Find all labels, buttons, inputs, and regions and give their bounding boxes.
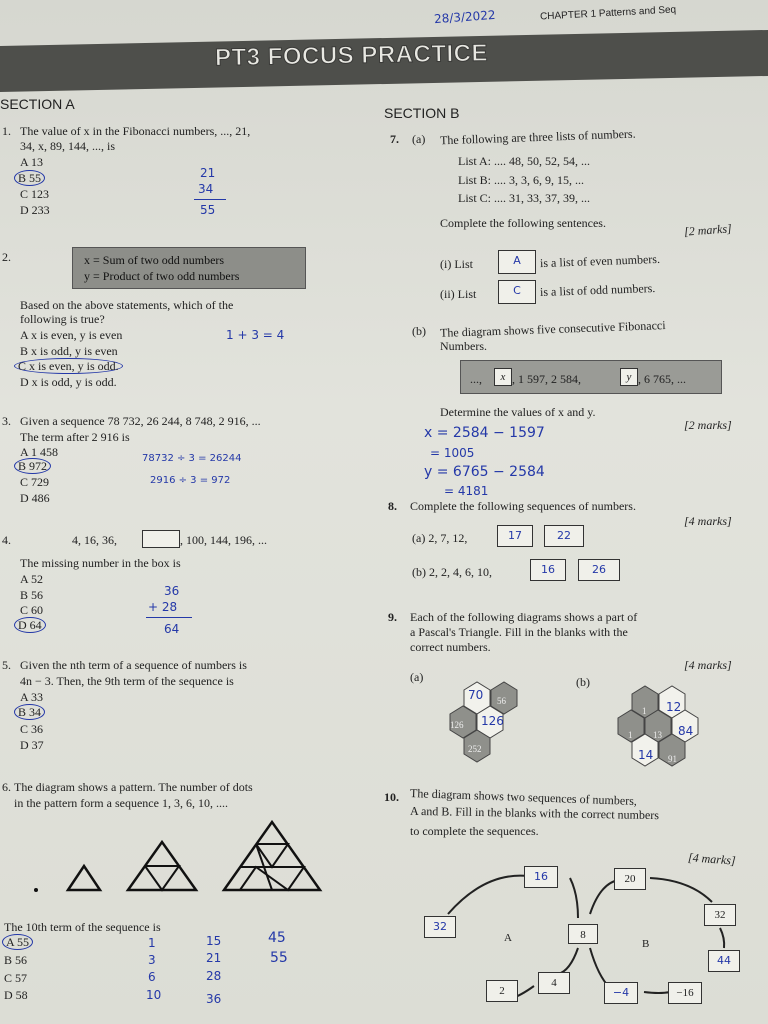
q6-number: 6. [2,780,11,794]
q9-number: 9. [388,610,397,624]
q8-text: Complete the following sequences of numbers. [410,499,636,513]
q9a-value-3: 126 [450,720,464,730]
q8b-answer-2[interactable]: 26 [578,559,620,581]
q6-work-col2-3: 28 [206,969,222,983]
q10-box-minus-16: −16 [668,982,702,1004]
q10-box-32-left[interactable]: 32 [424,916,456,938]
q9-text: Each of the following diagrams shows a part of [410,610,638,624]
q8a-answer-1[interactable]: 17 [497,525,533,547]
q6-option-b[interactable]: B 56 [4,953,28,967]
q2-work: 1 + 3 = 4 [226,328,285,342]
q7-complete-text: Complete the following sentences. [440,216,606,230]
q6-work-col1-2: 3 [148,953,156,967]
q6-work-col2-2: 21 [206,951,222,965]
q10-box-20: 20 [614,868,646,890]
q7a-text: The following are three lists of numbers. [439,126,636,148]
q7-work-1: x = 2584 − 1597 [424,425,545,441]
q4-missing-box[interactable] [142,530,180,548]
q7-i-answer-box[interactable]: A [498,250,536,274]
q10-label-b: B [642,938,650,950]
q9b-value-4: 13 [653,730,662,740]
q6-work-col3-2: 55 [270,950,288,966]
q6-work-col2-1: 15 [206,934,222,948]
q10-box-32-right: 32 [704,904,736,926]
q9b-value-2: 12 [666,700,682,714]
q6-work-col3-1: 45 [268,930,286,946]
q6-option-a[interactable] [2,934,33,950]
q5-option-b[interactable] [14,704,45,720]
q7-i-text: is a list of even numbers. [539,251,661,271]
q5-text: Given the nth term of a sequence of numbers is [20,658,247,672]
q9b-value-3: 1 [628,730,633,740]
q10-text-2: A and B. Fill in the blanks with the correct numbers [409,803,660,823]
q6-work-col1-1: 1 [148,936,156,950]
q3-text-2: The term after 2 916 is [20,430,130,444]
q5-text-2: 4n − 3. Then, the 9th term of the sequence is [20,674,234,688]
q6-text: The diagram shows a pattern. The number of dots [14,780,253,794]
q9b-hex-diagram [600,684,730,774]
q7-number: 7. [390,132,399,146]
q4-work-2: + 28 [148,600,178,614]
q7-ii-text: is a list of odd numbers. [539,280,656,300]
q9-text-3: correct numbers. [410,640,491,654]
q6-question: The 10th term of the sequence is [4,920,161,934]
q7-ii-answer-box[interactable]: C [498,280,536,304]
q10-box-8: 8 [568,924,598,944]
q8b-answer-1[interactable]: 16 [530,559,566,581]
q3-option-c[interactable]: C 729 [20,475,50,489]
q9a-value-1: 70 [468,688,484,702]
q6-answer-circle: A 55 [2,934,33,950]
q3-answer-circle: B 972 [14,458,51,474]
q9b-value-1: 1 [642,706,647,716]
q7-work-3: y = 6765 − 2584 [424,464,545,480]
q9a-label: (a) [410,670,424,684]
q7-fib-start: ..., [470,372,482,386]
q7-work-4: = 4181 [444,484,489,498]
q10-box-2: 2 [486,980,518,1002]
q7-work-2: = 1005 [430,446,475,460]
q7-marks-1: [2 marks] [683,221,733,239]
q1-option-b[interactable] [14,170,45,186]
q2-number: 2. [2,250,11,264]
q8b-sequence: (b) 2, 2, 4, 6, 10, [412,565,492,579]
q5-option-a[interactable]: A 33 [20,690,44,704]
q6-dot-pattern [28,818,328,898]
q3-option-a[interactable]: A 1 458 [20,445,59,459]
q9-marks: [4 marks] [684,658,732,672]
q10-text: The diagram shows two sequences of numbers, [409,786,638,808]
q7-fib-end: , 6 765, ... [638,372,686,386]
q3-option-b[interactable] [14,458,51,474]
q9b-value-7: 91 [668,754,677,764]
handwritten-date: 28/3/2022 [433,7,496,27]
q3-option-d[interactable]: D 486 [20,491,50,505]
pattern-4-triangle [224,822,320,890]
q6-option-c[interactable]: C 57 [4,971,28,985]
q3-work-2: 2916 ÷ 3 = 972 [150,475,231,486]
q1-option-c[interactable]: C 123 [20,187,50,201]
pattern-2-triangle [68,866,100,890]
pattern-1-dot [34,888,38,892]
q7a-label: (a) [412,132,426,146]
q7b-text-2: Numbers. [440,339,487,353]
q2-statement-1: x = Sum of two odd numbers [84,253,225,267]
q2-option-a[interactable]: A x is even, y is even [20,328,123,342]
q2-statement-2: y = Product of two odd numbers [84,269,240,283]
page-title: PT3 FOCUS PRACTICE [214,39,489,72]
q9a-value-2: 56 [497,696,506,706]
q7-list-c: List C: .... 31, 33, 37, 39, ... [458,191,591,205]
q6-work-col1-3: 6 [148,970,156,984]
q4-answer-circle: D 64 [14,617,46,633]
q4-work-line [146,617,192,618]
q7-list-b: List B: .... 3, 3, 6, 9, 15, ... [458,173,585,187]
q7-i-label: (i) List [440,257,473,271]
q8a-answer-2[interactable]: 22 [544,525,584,547]
q2-option-d[interactable]: D x is odd, y is odd. [20,375,117,389]
q4-option-c[interactable]: C 60 [20,603,44,617]
q1-work-1: 21 [200,166,216,180]
q6-text-2: in the pattern form a sequence 1, 3, 6, 10, .... [14,796,228,810]
q9-text-2: a Pascal's Triangle. Fill in the blanks with the [410,625,628,639]
q9a-value-5: 252 [468,744,482,754]
q4-option-a[interactable]: A 52 [20,572,44,586]
q1-answer-circle: B 55 [14,170,45,186]
q9b-value-5: 84 [678,724,694,738]
q4-option-b[interactable]: B 56 [20,588,44,602]
q10-number: 10. [384,790,399,804]
q9b-value-6: 14 [638,748,654,762]
q2-answer-circle: C x is even, y is odd. [14,358,123,374]
q3-number: 3. [2,414,11,428]
pattern-3-inner [145,866,179,890]
q7-marks-2: [2 marks] [684,418,732,432]
q7b-text: The diagram shows five consecutive Fibonacci [439,318,666,340]
q1-work-3: 55 [200,203,216,217]
q4-option-d[interactable] [14,617,46,633]
q10-label-a: A [504,932,512,944]
q10-text-3: to complete the sequences. [410,824,539,838]
q7-determine-text: Determine the values of x and y. [440,405,596,419]
q5-answer-circle: B 34 [14,704,45,720]
q2-option-c[interactable] [14,358,123,374]
q7-ii-label: (ii) List [440,287,477,301]
q1-number: 1. [2,124,11,138]
q10-marks: [4 marks] [687,850,737,868]
q9b-label: (b) [576,675,590,689]
q6-work-col1-4: 10 [146,988,162,1002]
q8a-sequence: (a) 2, 7, 12, [412,531,468,545]
q10-box-16[interactable]: 16 [524,866,558,888]
q10-box-44[interactable]: 44 [708,950,740,972]
q1-work-line [194,199,226,200]
pattern-4-inner-a [240,867,304,890]
q10-arc-a-bottom [558,948,578,974]
q4-text: The missing number in the box is [20,556,181,570]
q10-box-4: 4 [538,972,570,994]
q10-arc-b-lower [644,992,670,993]
q2-text-2: following is true? [20,312,105,326]
q10-arc-b-right [650,878,712,902]
q1-option-a[interactable]: A 13 [20,155,44,169]
q4-work-1: 36 [164,584,180,598]
q4-sequence-end: , 100, 144, 196, ... [180,533,267,547]
q2-text: Based on the above statements, which of the [20,298,234,312]
q7-fib-y-box: y [620,368,638,386]
chapter-label: CHAPTER 1 Patterns and Seq [539,4,677,23]
q6-work-col2-4: 36 [206,992,222,1006]
q1-text-2: 34, x, 89, 144, ..., is [20,139,116,153]
q4-work-3: 64 [164,622,180,636]
q10-arc-b-down [720,928,724,948]
q1-option-d[interactable]: D 233 [20,203,50,217]
q10-arc-a-right [570,878,578,918]
q5-number: 5. [2,658,11,672]
q1-text: The value of x in the Fibonacci numbers, ..., 21, [20,124,251,138]
q3-text: Given a sequence 78 732, 26 244, 8 748, 2 916, ... [20,414,261,428]
q7-list-a: List A: .... 48, 50, 52, 54, ... [458,154,591,168]
q10-box-minus-4[interactable]: −4 [604,982,638,1004]
q7b-label: (b) [412,324,426,338]
q8-marks: [4 marks] [684,514,732,528]
q1-work-2: 34 [198,182,214,196]
q7-fib-x-box: x [494,368,512,386]
q5-option-d[interactable]: D 37 [20,738,44,752]
q8-number: 8. [388,499,397,513]
q5-option-c[interactable]: C 36 [20,722,44,736]
q4-sequence-start: 4, 16, 36, [72,533,117,547]
section-a-heading: SECTION A [0,96,75,112]
q6-option-d[interactable]: D 58 [4,988,28,1002]
q9a-value-4: 126 [481,714,504,728]
q4-number: 4. [2,533,11,547]
section-b-heading: SECTION B [384,105,460,121]
q7-fib-middle: , 1 597, 2 584, [512,372,581,386]
q3-work-1: 78732 ÷ 3 = 26244 [142,453,242,464]
q2-option-b[interactable]: B x is odd, y is even [20,344,118,358]
